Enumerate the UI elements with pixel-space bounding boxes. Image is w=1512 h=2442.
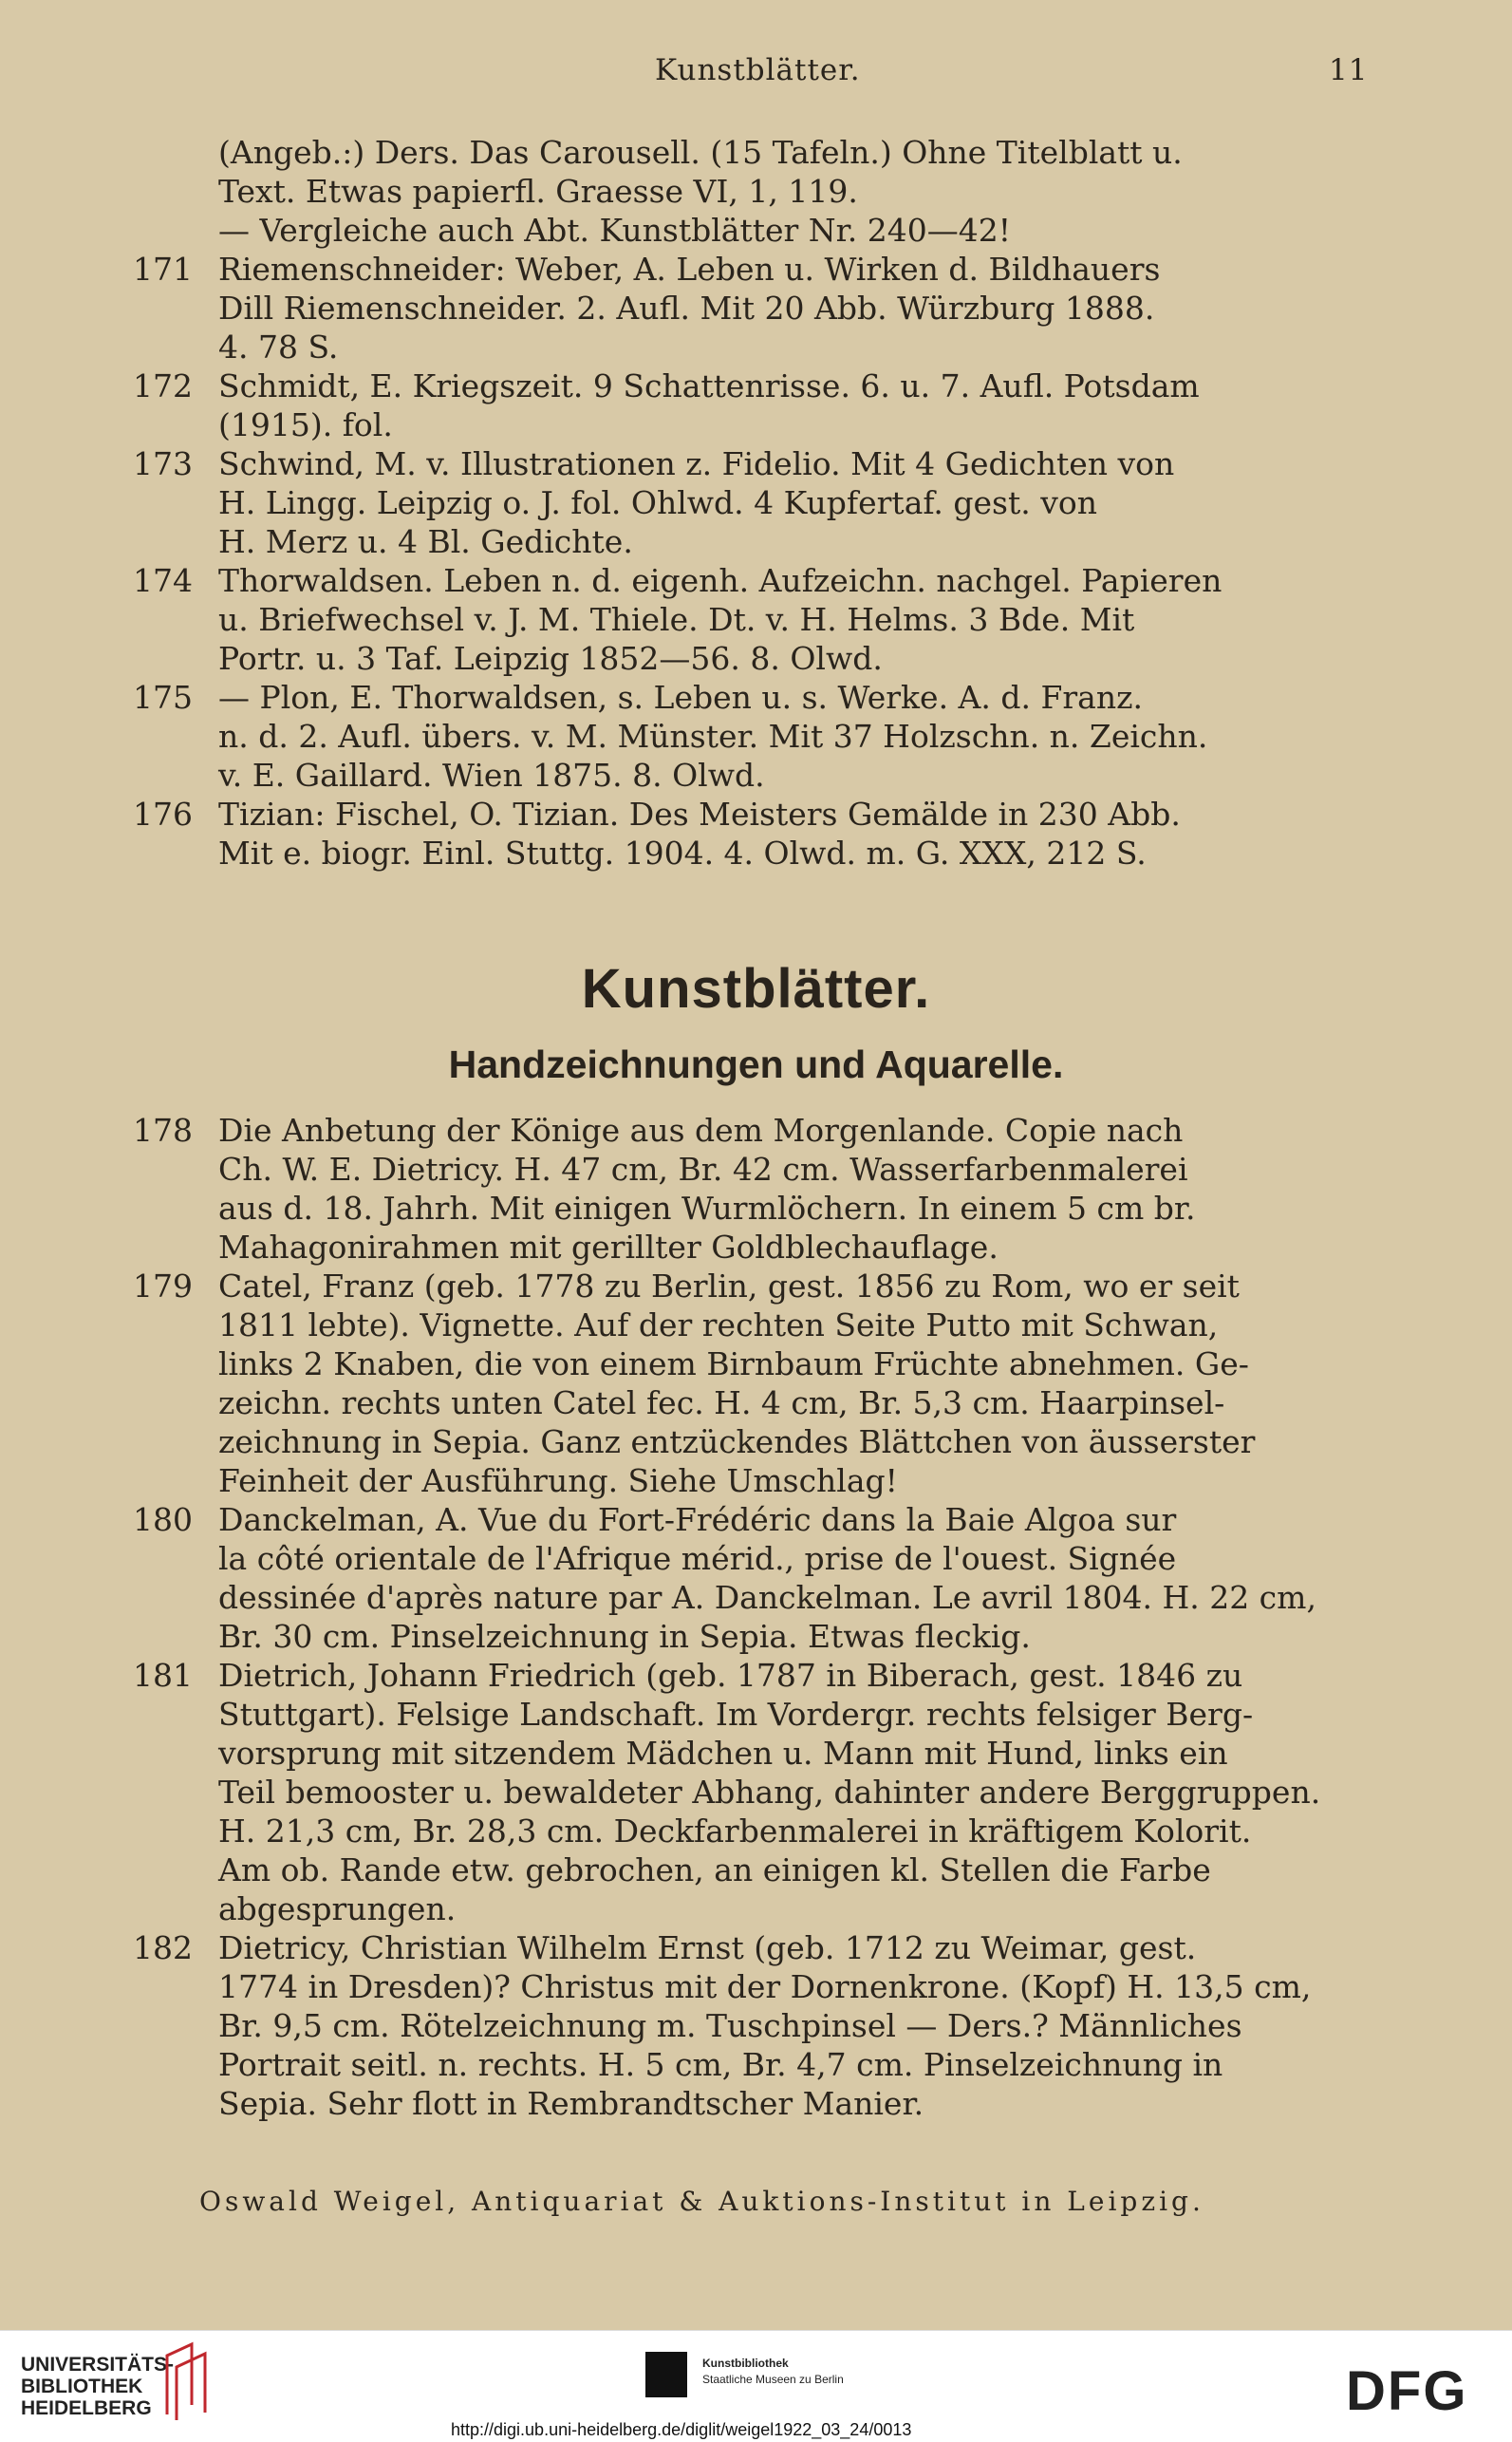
entry-line: Sepia. Sehr flott in Rembrandtscher Manier. bbox=[218, 2085, 924, 2122]
catalog-entry-172 bbox=[133, 366, 1376, 444]
entry-line: la côté orientale de l'Afrique mérid., prise de l'ouest. Signée bbox=[218, 1540, 1177, 1577]
entry-line: Thorwaldsen. Leben n. d. eigenh. Aufzeichn. nachgel. Papieren bbox=[218, 562, 1223, 599]
section-subheading: Handzeichnungen und Aquarelle. bbox=[448, 1043, 1064, 1086]
catalog-entry-178 bbox=[133, 1111, 1376, 1267]
entry-number: 173 bbox=[133, 445, 193, 482]
catalog-entry-176 bbox=[133, 795, 1376, 873]
entry-line: Br. 9,5 cm. Rötelzeichnung m. Tuschpinsel — Ders.? Männliches bbox=[218, 2007, 1242, 2044]
entry-number: 175 bbox=[133, 679, 193, 716]
entry-line: Portrait seitl. n. rechts. H. 5 cm, Br. 4,7 cm. Pinselzeichnung in bbox=[218, 2046, 1223, 2083]
catalog-entry-175 bbox=[133, 678, 1376, 795]
entry-line: Mahagonirahmen mit gerillter Goldblechauflage. bbox=[218, 1229, 999, 1266]
entry-line: 1774 in Dresden)? Christus mit der Dornenkrone. (Kopf) H. 13,5 cm, bbox=[218, 1968, 1312, 2005]
entry-number: 180 bbox=[133, 1501, 193, 1538]
entry-line: vorsprung mit sitzendem Mädchen u. Mann mit Hund, links ein bbox=[218, 1735, 1228, 1772]
ub-heidelberg-logo-text[interactable] bbox=[21, 2354, 174, 2419]
top-entries bbox=[133, 133, 1376, 873]
entry-line: Ch. W. E. Dietricy. H. 47 cm, Br. 42 cm. Wasserfarbenmalerei bbox=[218, 1151, 1188, 1188]
entry-line: Feinheit der Ausführung. Siehe Umschlag! bbox=[218, 1462, 898, 1499]
dfg-logo[interactable]: DFG bbox=[1346, 2360, 1468, 2422]
entry-line: — Plon, E. Thorwaldsen, s. Leben u. s. Werke. A. d. Franz. bbox=[218, 679, 1143, 716]
entry-line: (Angeb.:) Ders. Das Carousell. (15 Tafeln.) Ohne Titelblatt u. bbox=[218, 134, 1183, 171]
entry-line: Mit e. biogr. Einl. Stuttg. 1904. 4. Olwd. m. G. XXX, 212 S. bbox=[218, 835, 1147, 872]
entry-line: links 2 Knaben, die von einem Birnbaum Früchte abnehmen. Ge- bbox=[218, 1345, 1249, 1382]
catalog-entry-180 bbox=[133, 1500, 1376, 1656]
kunstbibliothek-text bbox=[702, 2356, 844, 2388]
entry-line: (1915). fol. bbox=[218, 406, 393, 443]
entry-line: Tizian: Fischel, O. Tizian. Des Meisters Gemälde in 230 Abb. bbox=[218, 796, 1181, 833]
permalink-url[interactable]: http://digi.ub.uni-heidelberg.de/diglit/weigel1922_03_24/0013 bbox=[451, 2420, 912, 2439]
entry-line: H. Merz u. 4 Bl. Gedichte. bbox=[218, 523, 633, 560]
entry-line: zeichnung in Sepia. Ganz entzückendes Blättchen von äusserster bbox=[218, 1423, 1256, 1460]
entry-number: 178 bbox=[133, 1112, 193, 1149]
entry-number: 181 bbox=[133, 1657, 193, 1694]
entry-line: Dill Riemenschneider. 2. Aufl. Mit 20 Abb. Würzburg 1888. bbox=[218, 290, 1155, 327]
entry-line: abgesprungen. bbox=[218, 1890, 457, 1927]
ub-heidelberg-logo-icon bbox=[159, 2339, 216, 2426]
entry-number: 179 bbox=[133, 1268, 193, 1305]
entry-line: Dietricy, Christian Wilhelm Ernst (geb. 1712 zu Weimar, gest. bbox=[218, 1929, 1197, 1966]
entry-line: Schwind, M. v. Illustrationen z. Fidelio. Mit 4 Gedichten von bbox=[218, 445, 1175, 482]
entry-line: zeichn. rechts unten Catel fec. H. 4 cm, Br. 5,3 cm. Haarpinsel- bbox=[218, 1384, 1225, 1421]
entry-number: 176 bbox=[133, 796, 193, 833]
entry-number: 171 bbox=[133, 251, 193, 288]
catalog-entry-179 bbox=[133, 1267, 1376, 1500]
entry-line: Am ob. Rande etw. gebrochen, an einigen kl. Stellen die Farbe bbox=[218, 1851, 1211, 1888]
entry-line: u. Briefwechsel v. J. M. Thiele. Dt. v. H. Helms. 3 Bde. Mit bbox=[218, 601, 1135, 638]
catalog-entry-171 bbox=[133, 250, 1376, 366]
entry-line: Danckelman, A. Vue du Fort-Frédéric dans la Baie Algoa sur bbox=[218, 1501, 1177, 1538]
catalog-entry-181 bbox=[133, 1656, 1376, 1928]
kunstbibliothek-logo-icon bbox=[645, 2352, 687, 2397]
page-title: Kunstblätter. bbox=[655, 53, 861, 87]
kb-line: Staatliche Museen zu Berlin bbox=[702, 2373, 844, 2386]
entry-line: n. d. 2. Aufl. übers. v. M. Münster. Mit 37 Holzschn. n. Zeichn. bbox=[218, 718, 1208, 755]
entry-line: H. 21,3 cm, Br. 28,3 cm. Deckfarbenmalerei in kräftigem Kolorit. bbox=[218, 1813, 1252, 1850]
bottom-entries bbox=[133, 1111, 1376, 2123]
entry-line: Text. Etwas papierfl. Graesse VI, 1, 119. bbox=[218, 173, 858, 210]
library-line: HEIDELBERG bbox=[21, 2397, 152, 2419]
entry-number: 182 bbox=[133, 1929, 193, 1966]
section-heading: Kunstblätter. bbox=[581, 958, 931, 1020]
publisher-footer: Oswald Weigel, Antiquariat & Auktions-Institut in Leipzig. bbox=[199, 2186, 1204, 2217]
entry-number: 174 bbox=[133, 562, 193, 599]
entry-line: Riemenschneider: Weber, A. Leben u. Wirken d. Bildhauers bbox=[218, 251, 1161, 288]
entry-line: Teil bemooster u. bewaldeter Abhang, dahinter andere Berggruppen. bbox=[218, 1774, 1321, 1811]
catalog-entry-continued bbox=[133, 133, 1376, 250]
entry-line: v. E. Gaillard. Wien 1875. 8. Olwd. bbox=[218, 757, 765, 794]
catalog-entry-182 bbox=[133, 1928, 1376, 2123]
kb-line: Kunstbibliothek bbox=[702, 2357, 789, 2370]
entry-number: 172 bbox=[133, 367, 193, 404]
entry-line: — Vergleiche auch Abt. Kunstblätter Nr. 240—42! bbox=[218, 212, 1012, 249]
catalog-entry-173 bbox=[133, 444, 1376, 561]
page-number: 11 bbox=[1329, 53, 1369, 87]
entry-line: Catel, Franz (geb. 1778 zu Berlin, gest. 1856 zu Rom, wo er seit bbox=[218, 1268, 1240, 1305]
library-line: UNIVERSITÄTS- bbox=[21, 2354, 175, 2376]
viewer-footer-bar bbox=[0, 2330, 1512, 2442]
entry-line: H. Lingg. Leipzig o. J. fol. Ohlwd. 4 Kupfertaf. gest. von bbox=[218, 484, 1097, 521]
entry-line: 4. 78 S. bbox=[218, 329, 339, 366]
entry-line: dessinée d'après nature par A. Danckelman. Le avril 1804. H. 22 cm, bbox=[218, 1579, 1316, 1616]
entry-line: Br. 30 cm. Pinselzeichnung in Sepia. Etwas fleckig. bbox=[218, 1618, 1031, 1655]
entry-line: Schmidt, E. Kriegszeit. 9 Schattenrisse. 6. u. 7. Aufl. Potsdam bbox=[218, 367, 1200, 404]
catalog-entry-174 bbox=[133, 561, 1376, 678]
entry-line: Stuttgart). Felsige Landschaft. Im Vordergr. rechts felsiger Berg- bbox=[218, 1696, 1254, 1733]
entry-line: Dietrich, Johann Friedrich (geb. 1787 in Biberach, gest. 1846 zu bbox=[218, 1657, 1243, 1694]
entry-line: 1811 lebte). Vignette. Auf der rechten Seite Putto mit Schwan, bbox=[218, 1306, 1219, 1343]
entry-line: aus d. 18. Jahrh. Mit einigen Wurmlöchern. In einem 5 cm br. bbox=[218, 1190, 1196, 1227]
library-line: BIBLIOTHEK bbox=[21, 2376, 143, 2397]
entry-line: Die Anbetung der Könige aus dem Morgenlande. Copie nach bbox=[218, 1112, 1184, 1149]
entry-line: Portr. u. 3 Taf. Leipzig 1852—56. 8. Olwd. bbox=[218, 640, 883, 677]
